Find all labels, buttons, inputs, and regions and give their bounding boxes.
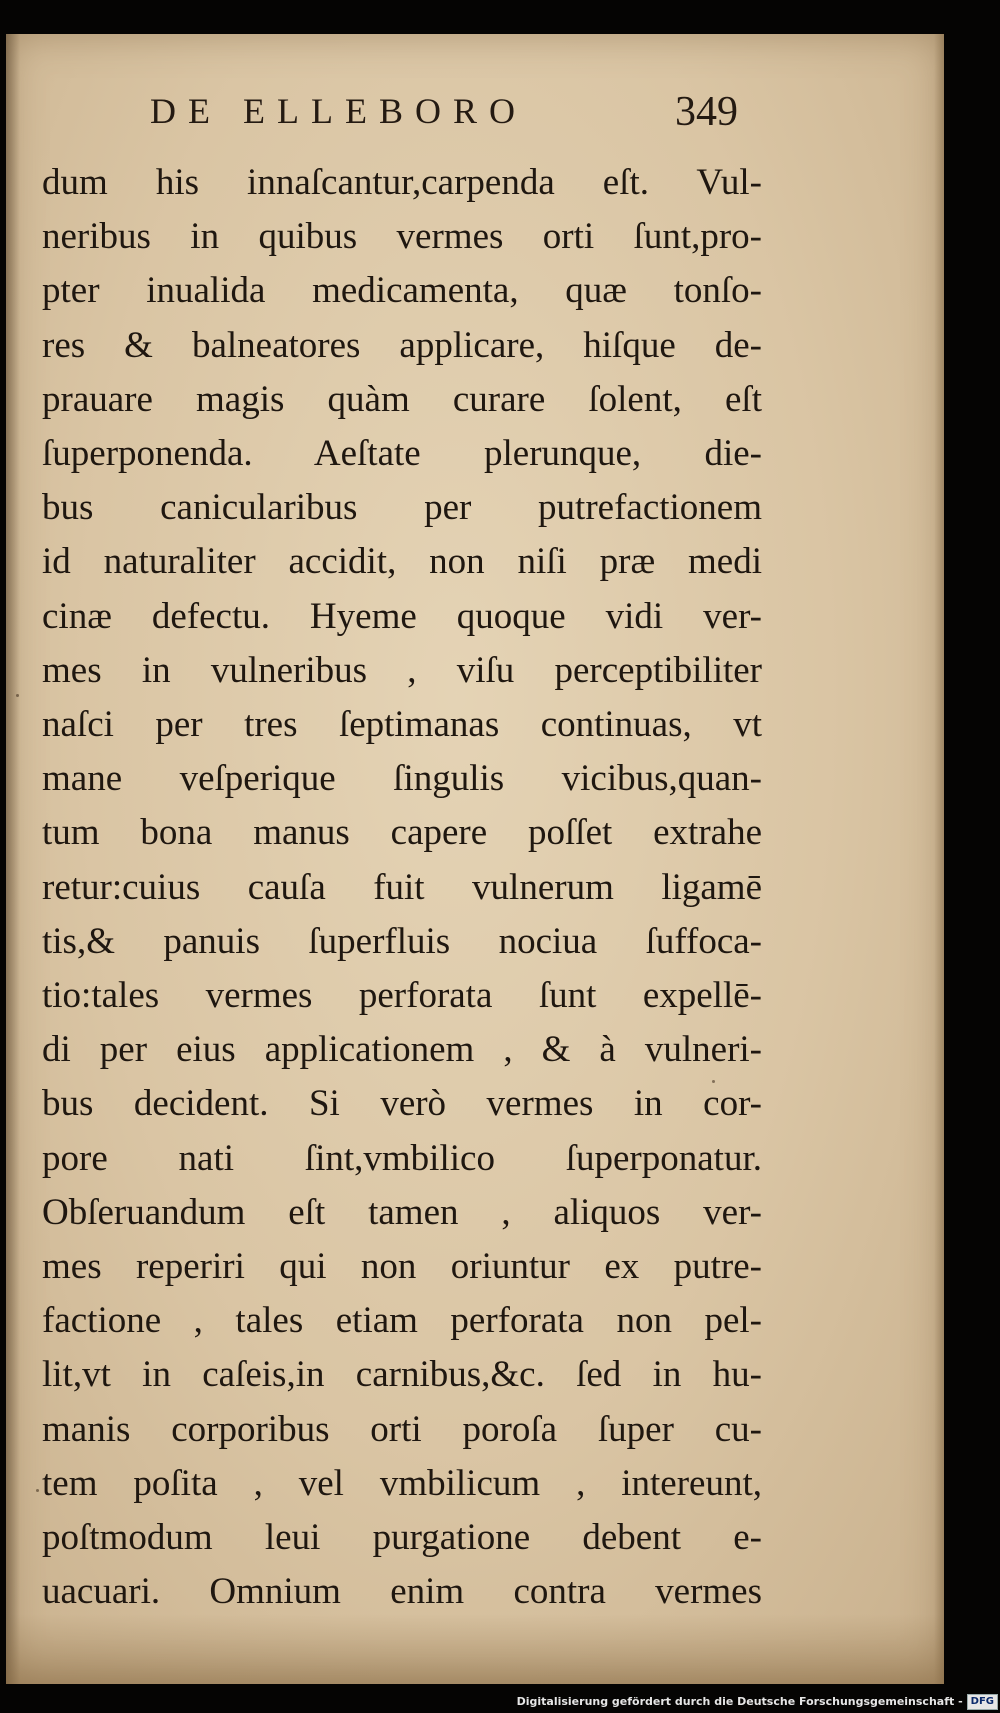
text-line: retur:cuius cauſa fuit vulnerum ligamē [42, 866, 762, 908]
ink-speck [36, 1489, 39, 1492]
text-line: ſuperponenda. Aeſtate plerunque, die- [42, 433, 762, 475]
text-line: neribus in quibus vermes orti ſunt,pro- [42, 216, 762, 258]
text-line: bus decident. Si verò vermes in cor- [42, 1083, 762, 1125]
text-line: cinæ defectu. Hyeme quoque vidi ver- [42, 595, 762, 637]
text-line: pter inualida medicamenta, quæ tonſo- [42, 270, 762, 312]
footer-credit: Digitalisierung gefördert durch die Deutsche Forschungsgemeinschaft - [516, 1695, 963, 1708]
page-number: 349 [675, 89, 738, 135]
page-left-edge-shadow [6, 34, 20, 1684]
running-title: DE ELLEBORO [150, 91, 527, 131]
text-line: bus canicularibus per putrefactionem [42, 487, 762, 529]
text-line: mes reperiri qui non oriuntur ex putre- [42, 1246, 762, 1288]
digitization-footer [517, 1691, 998, 1713]
text-line: dum his innaſcantur,carpenda eſt. Vul- [42, 162, 762, 203]
text-line: tum bona manus capere poſſet extrahe [42, 812, 762, 854]
text-line: Obſeruandum eſt tamen , aliquos ver- [42, 1191, 762, 1233]
text-line: tem poſita , vel vmbilicum , intereunt, [42, 1462, 762, 1504]
text-line: tio:tales vermes perforata ſunt expellē- [42, 975, 762, 1017]
text-line: pore nati ſint,vmbilico ſuperponatur. [42, 1137, 762, 1179]
dfg-logo: DFG [967, 1694, 998, 1710]
text-line: id naturaliter accidit, non niſi præ medi [42, 541, 762, 583]
text-line: lit,vt in caſeis,in carnibus,&c. ſed in hu- [42, 1354, 762, 1396]
text-line: mes in vulneribus , viſu perceptibiliter [42, 649, 762, 691]
text-line: factione , tales etiam perforata non pel- [42, 1300, 762, 1342]
page-bottom-stain [6, 1614, 944, 1684]
text-line: res & balneatores applicare, hiſque de- [42, 324, 762, 366]
text-line: mane veſperique ſingulis vicibus,quan- [42, 758, 762, 800]
text-line: uacuari. Omnium enim contra vermes [42, 1571, 762, 1613]
text-line: manis corporibus orti poroſa ſuper cu- [42, 1408, 762, 1450]
text-line: prauare magis quàm curare ſolent, eſt [42, 378, 762, 420]
text-line: naſci per tres ſeptimanas continuas, vt [42, 704, 762, 746]
ink-speck [16, 694, 19, 697]
page-right-edge-shadow [934, 34, 944, 1684]
text-line: di per eius applicationem , & à vulneri- [42, 1029, 762, 1071]
text-line: tis,& panuis ſuperfluis nociua ſuffoca- [42, 920, 762, 962]
body-text [42, 156, 762, 1619]
text-line: poſtmodum leui purgatione debent e- [42, 1517, 762, 1559]
